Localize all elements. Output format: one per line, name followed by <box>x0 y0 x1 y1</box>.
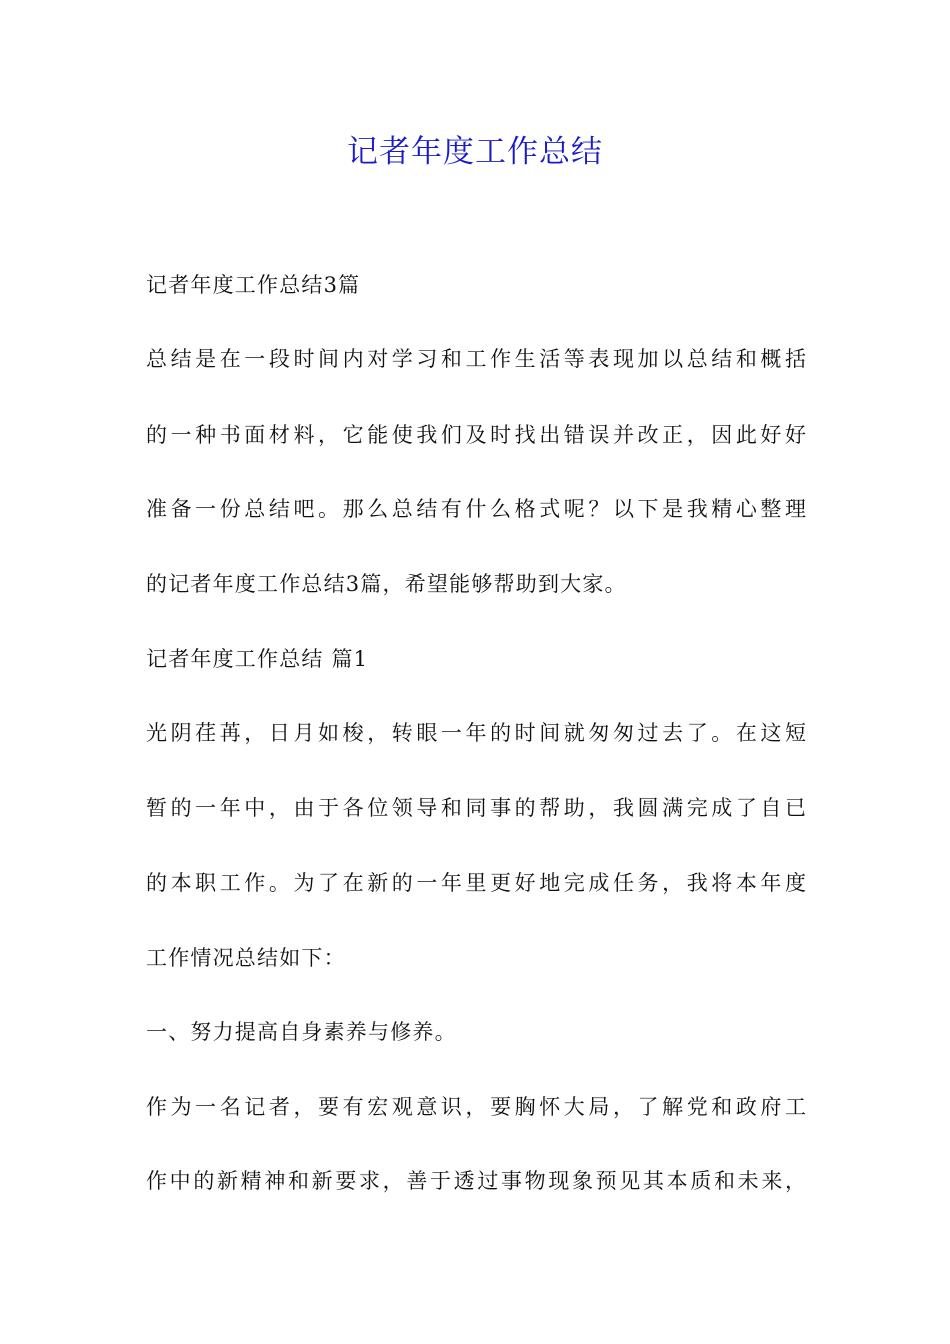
paragraph-line: 总结是在一段时间内对学习和工作生活等表现加以总结和概括 <box>146 347 806 371</box>
document-title: 记者年度工作总结 <box>347 134 603 170</box>
paragraph-line: 作中的新精神和新要求，善于透过事物现象预见其本质和未来， <box>146 1169 806 1193</box>
subtitle-line: 记者年度工作总结3篇 <box>146 273 361 297</box>
paragraph-line: 光阴荏苒，日月如梭，转眼一年的时间就匆匆过去了。在这短 <box>146 721 806 745</box>
paragraph-line: 的一种书面材料，它能使我们及时找出错误并改正，因此好好 <box>146 423 806 447</box>
paragraph-line: 的记者年度工作总结3篇，希望能够帮助到大家。 <box>146 572 627 596</box>
paragraph-line: 暂的一年中，由于各位领导和同事的帮助，我圆满完成了自已 <box>146 796 806 820</box>
paragraph-line: 工作情况总结如下： <box>146 946 346 970</box>
paragraph-line: 准备一份总结吧。那么总结有什么格式呢？以下是我精心整理 <box>146 497 806 521</box>
section-heading: 记者年度工作总结 篇1 <box>146 647 369 671</box>
paragraph-line: 的本职工作。为了在新的一年里更好地完成任务，我将本年度 <box>146 871 806 895</box>
section-heading: 一、努力提高自身素养与修养。 <box>146 1020 457 1044</box>
paragraph-line: 作为一名记者，要有宏观意识，要胸怀大局，了解党和政府工 <box>146 1095 806 1119</box>
